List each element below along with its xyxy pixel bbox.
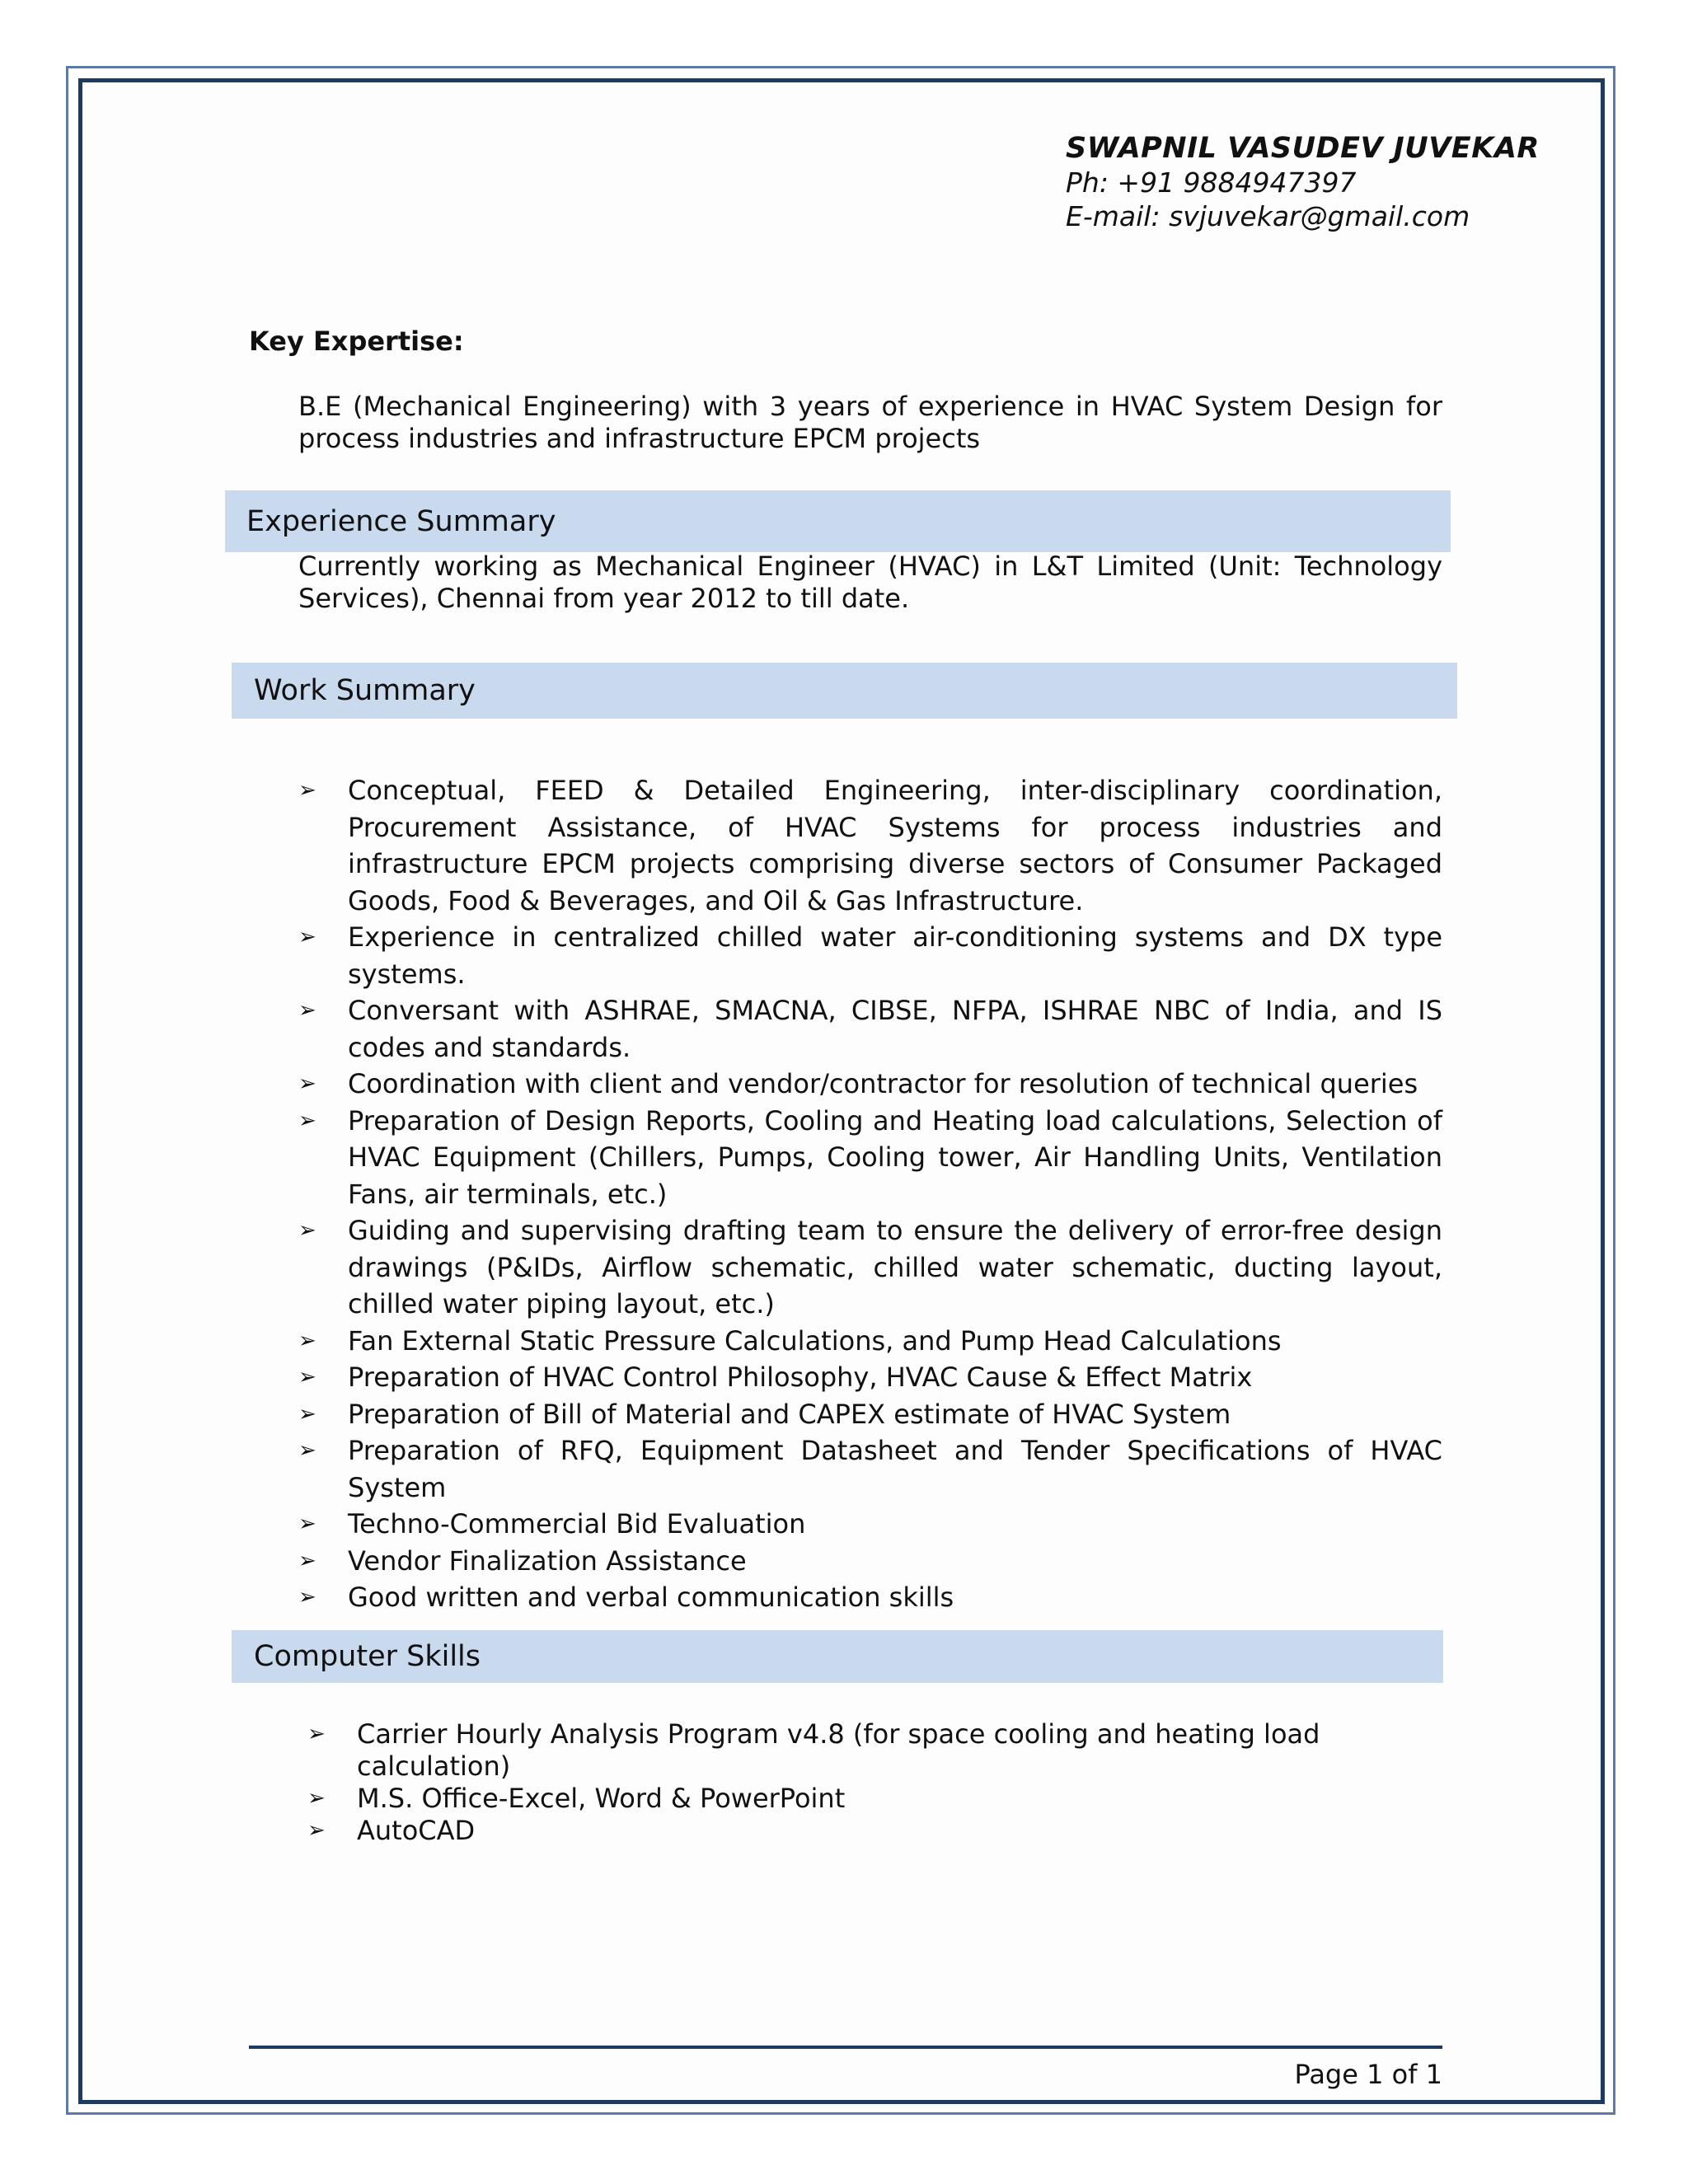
arrow-bullet-icon: ➢ (298, 1328, 316, 1353)
candidate-phone: Ph: +91 9884947397 (1066, 166, 1357, 199)
list-item-text: Preparation of RFQ, Equipment Datasheet and Tender Specifications of HVAC System (348, 1435, 1442, 1503)
list-item (298, 992, 1442, 1066)
arrow-bullet-icon: ➢ (298, 998, 316, 1023)
list-item (307, 1815, 1461, 1847)
experience-summary-heading (225, 490, 1451, 552)
list-item (307, 1783, 1461, 1815)
list-item-text: Experience in centralized chilled water air-conditioning systems and DX type systems. (348, 921, 1442, 990)
arrow-bullet-icon: ➢ (298, 925, 316, 949)
list-item (298, 772, 1442, 919)
list-item-text: Preparation of HVAC Control Philosophy, HVAC Cause & Effect Matrix (348, 1361, 1253, 1393)
computer-skills-heading (232, 1630, 1443, 1683)
footer-divider (249, 2046, 1442, 2049)
arrow-bullet-icon: ➢ (298, 1108, 316, 1133)
list-item-text: Coordination with client and vendor/contractor for resolution of technical queries (348, 1068, 1418, 1099)
list-item (298, 1396, 1442, 1433)
arrow-bullet-icon: ➢ (307, 1818, 326, 1843)
arrow-bullet-icon: ➢ (298, 1548, 316, 1573)
arrow-bullet-icon: ➢ (298, 1218, 316, 1243)
list-item-text: Carrier Hourly Analysis Program v4.8 (for space cooling and heating load calculation) (357, 1718, 1320, 1782)
arrow-bullet-icon: ➢ (307, 1786, 326, 1811)
work-summary-list (298, 772, 1442, 1616)
arrow-bullet-icon: ➢ (298, 1585, 316, 1610)
work-summary-heading (232, 663, 1457, 719)
list-item-text: Preparation of Bill of Material and CAPEX estimate of HVAC System (348, 1398, 1231, 1430)
list-item (298, 1212, 1442, 1323)
list-item (298, 1579, 1442, 1616)
arrow-bullet-icon: ➢ (298, 1071, 316, 1096)
list-item-text: M.S. Office-Excel, Word & PowerPoint (357, 1783, 846, 1814)
list-item-text: Preparation of Design Reports, Cooling and Heating load calculations, Selection of HVAC Equipment (Chillers, Pumps, Cooling tower, Air Handling Units, Ventilation Fans, air terminals, etc.) (348, 1104, 1442, 1210)
experience-summary-text: Currently working as Mechanical Engineer (HVAC) in L&T Limited (Unit: Technology Services), Chennai from year 2012 to till date. (298, 551, 1442, 614)
list-item (298, 1066, 1442, 1103)
list-item (298, 1103, 1442, 1213)
arrow-bullet-icon: ➢ (298, 1401, 316, 1427)
list-item-text: Vendor Finalization Assistance (348, 1544, 747, 1577)
list-item-text: Conceptual, FEED & Detailed Engineering, inter-disciplinary coordination, Procurement Assistance, of HVAC Systems for process industries and infrastructure EPCM projects comprising diverse sectors of Consumer Packaged Goods, Food & Beverages, and Oil & Gas Infrastructure. (348, 775, 1442, 916)
list-item (298, 1359, 1442, 1396)
list-item-text: AutoCAD (357, 1815, 476, 1846)
list-item (298, 1432, 1442, 1506)
list-item-text: Conversant with ASHRAE, SMACNA, CIBSE, NFPA, ISHRAE NBC of India, and IS codes and standards. (348, 995, 1442, 1063)
list-item (298, 1543, 1442, 1580)
arrow-bullet-icon: ➢ (298, 1438, 316, 1463)
arrow-bullet-icon: ➢ (307, 1722, 326, 1746)
resume-header (1066, 132, 1540, 233)
list-item-text: Fan External Static Pressure Calculations, and Pump Head Calculations (348, 1324, 1282, 1357)
computer-skills-title: Computer Skills (254, 1640, 481, 1673)
list-item-text: Good written and verbal communication skills (348, 1582, 954, 1613)
candidate-email: E-mail: svjuvekar@gmail.com (1066, 200, 1470, 232)
list-item (307, 1718, 1461, 1783)
list-item-text: Guiding and supervising drafting team to ensure the delivery of error-free design drawings (P&IDs, Airflow schematic, chilled water schematic, ducting layout, chilled water piping layout, etc.) (348, 1215, 1442, 1319)
page-number: Page 1 of 1 (1294, 2059, 1442, 2090)
list-item (298, 919, 1442, 992)
list-item (298, 1506, 1442, 1543)
arrow-bullet-icon: ➢ (298, 1511, 316, 1536)
list-item (298, 1323, 1442, 1360)
key-expertise-label: Key Expertise: (249, 326, 464, 357)
computer-skills-list (307, 1718, 1461, 1847)
list-item-text: Techno-Commercial Bid Evaluation (348, 1508, 806, 1540)
work-summary-title: Work Summary (254, 674, 476, 707)
arrow-bullet-icon: ➢ (298, 778, 316, 803)
experience-summary-title: Experience Summary (246, 504, 556, 538)
candidate-name: SWAPNIL VASUDEV JUVEKAR (1066, 132, 1540, 165)
arrow-bullet-icon: ➢ (298, 1365, 316, 1390)
key-expertise-text: B.E (Mechanical Engineering) with 3 years of experience in HVAC System Design for process industries and infrastructure EPCM projects (298, 391, 1442, 454)
